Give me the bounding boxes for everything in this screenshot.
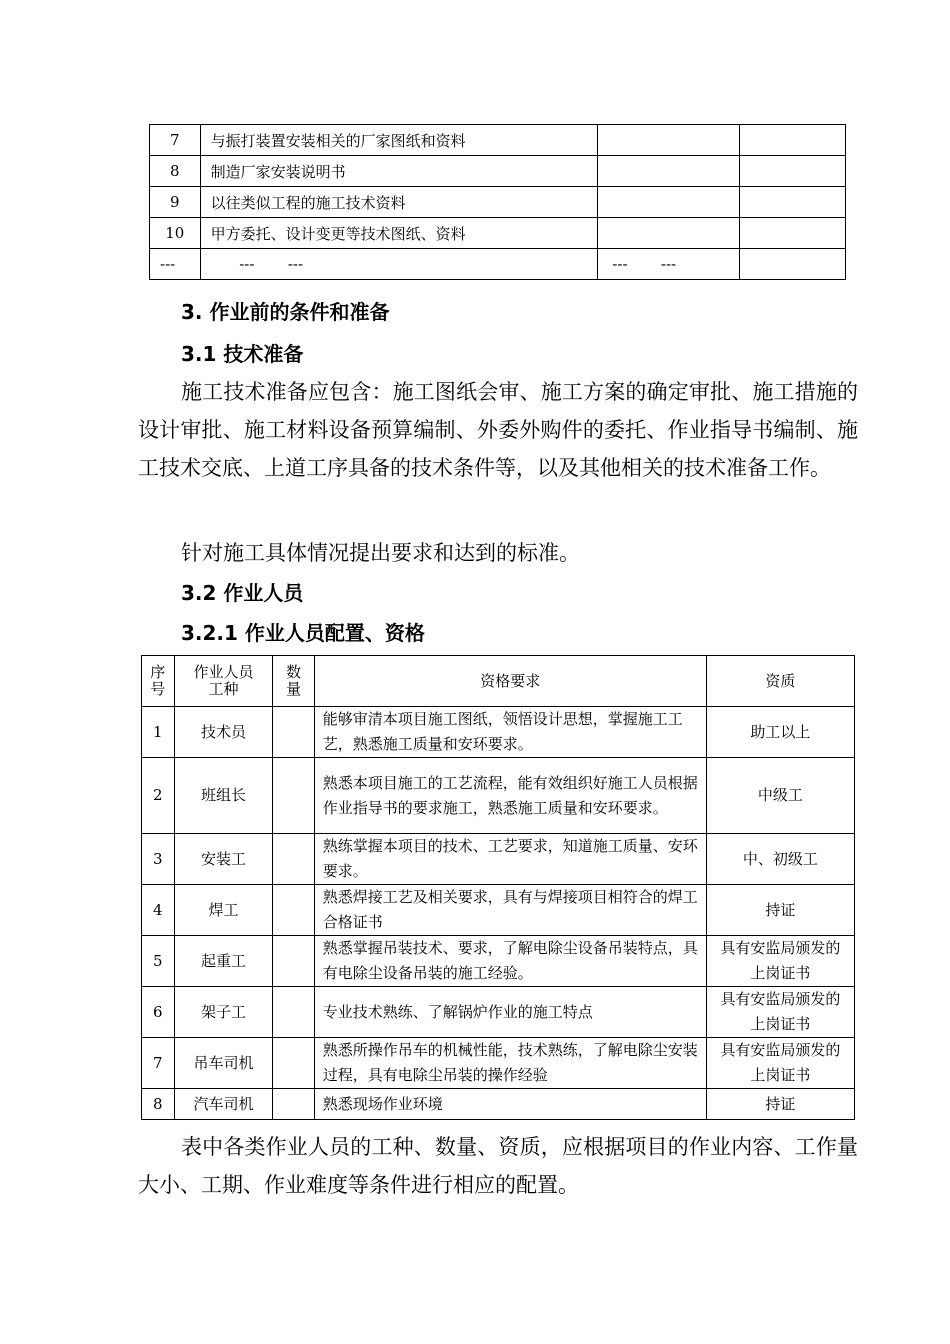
table-row xyxy=(150,156,846,187)
header-cell xyxy=(273,656,314,707)
table-row xyxy=(142,1089,855,1120)
paragraph: 针对施工具体情况提出要求和达到的标准。 xyxy=(181,541,580,565)
table-row xyxy=(150,249,846,280)
qualification-requirement: 熟悉本项目施工的工艺流程，能有效组织好施工人员根据作业指导书的要求施工，熟悉施工质量和安环要求。 xyxy=(314,758,706,834)
certification-text: 具有安监局颁发的上岗证书 xyxy=(720,939,841,982)
row-number: 1 xyxy=(142,707,175,758)
section-heading: 3. 作业前的条件和准备 xyxy=(181,300,390,324)
certification xyxy=(706,987,854,1038)
certification: 助工以上 xyxy=(706,707,854,758)
qualification-requirement: 能够审清本项目施工图纸，领悟设计思想，掌握施工工艺，熟悉施工质量和安环要求。 xyxy=(314,707,706,758)
header-cell xyxy=(174,656,273,707)
row-number: 9 xyxy=(150,187,201,218)
table-cell xyxy=(598,218,740,249)
row-number: 7 xyxy=(142,1038,175,1089)
certification-text: 具有安监局颁发的上岗证书 xyxy=(720,1041,841,1084)
qualification-requirement: 熟练掌握本项目的技术、工艺要求，知道施工质量、安环要求。 xyxy=(314,834,706,885)
row-number: 3 xyxy=(142,834,175,885)
worker-qty xyxy=(273,1089,314,1120)
document-name: 以往类似工程的施工技术资料 xyxy=(200,187,597,218)
worker-qty xyxy=(273,885,314,936)
qualification-requirement: 熟悉掌握吊装技术、要求，了解电除尘设备吊装特点，具有电除尘设备吊装的施工经验。 xyxy=(314,936,706,987)
table-cell xyxy=(740,125,846,156)
table-row xyxy=(150,218,846,249)
paragraph: 表中各类作业人员的工种、数量、资质，应根据项目的作业内容、工作量大小、工期、作业难度等条件进行相应的配置。 xyxy=(138,1135,858,1197)
table-row xyxy=(142,834,855,885)
worker-qty xyxy=(273,1038,314,1089)
worker-type: 技术员 xyxy=(174,707,273,758)
table-cell xyxy=(598,125,740,156)
table-row xyxy=(142,758,855,834)
subsection-heading: 3.2.1 作业人员配置、资格 xyxy=(181,621,425,645)
worker-type: 安装工 xyxy=(174,834,273,885)
table-row xyxy=(142,885,855,936)
worker-type: 起重工 xyxy=(174,936,273,987)
reference-documents-table xyxy=(149,124,846,280)
worker-type: 汽车司机 xyxy=(174,1089,273,1120)
table-cell: --- --- xyxy=(598,249,740,280)
worker-type: 班组长 xyxy=(174,758,273,834)
row-number: 8 xyxy=(142,1089,175,1120)
header-qty: 数量 xyxy=(286,663,302,698)
table-row xyxy=(142,1038,855,1089)
header-no: 序号 xyxy=(150,663,166,698)
worker-qty xyxy=(273,758,314,834)
qualification-requirement: 专业技术熟练、了解锅炉作业的施工特点 xyxy=(314,987,706,1038)
table-cell xyxy=(740,156,846,187)
row-number: 2 xyxy=(142,758,175,834)
table-header-row xyxy=(142,656,855,707)
worker-type: 吊车司机 xyxy=(174,1038,273,1089)
qualification-requirement: 熟悉现场作业环境 xyxy=(314,1089,706,1120)
certification-text: 具有安监局颁发的上岗证书 xyxy=(720,990,841,1033)
certification xyxy=(706,1038,854,1089)
row-number: 5 xyxy=(142,936,175,987)
row-number: 7 xyxy=(150,125,201,156)
table-cell xyxy=(598,187,740,218)
table-row xyxy=(142,987,855,1038)
certification xyxy=(706,936,854,987)
table-cell xyxy=(740,187,846,218)
worker-type: 架子工 xyxy=(174,987,273,1038)
table-cell xyxy=(740,218,846,249)
table-row xyxy=(142,707,855,758)
worker-qty xyxy=(273,936,314,987)
qualification-requirement: 熟悉焊接工艺及相关要求，具有与焊接项目相符合的焊工合格证书 xyxy=(314,885,706,936)
certification: 中级工 xyxy=(706,758,854,834)
certification: 中、初级工 xyxy=(706,834,854,885)
worker-qty xyxy=(273,987,314,1038)
paragraph: 施工技术准备应包含：施工图纸会审、施工方案的确定审批、施工措施的设计审批、施工材料设备预算编制、外委外购件的委托、作业指导书编制、施工技术交底、上道工序具备的技术条件等，以及其他相关的技术准备工作。 xyxy=(138,380,858,480)
document-name: 制造厂家安装说明书 xyxy=(200,156,597,187)
table-row xyxy=(142,936,855,987)
header-type: 作业人员工种 xyxy=(193,663,254,698)
worker-qty xyxy=(273,707,314,758)
personnel-table xyxy=(141,655,855,1120)
row-number: 8 xyxy=(150,156,201,187)
certification: 持证 xyxy=(706,885,854,936)
table-row xyxy=(150,187,846,218)
table-cell xyxy=(740,249,846,280)
document-name: 与振打装置安装相关的厂家图纸和资料 xyxy=(200,125,597,156)
subsection-heading: 3.1 技术准备 xyxy=(181,342,304,366)
header-cell xyxy=(142,656,175,707)
document-name: 甲方委托、设计变更等技术图纸、资料 xyxy=(200,218,597,249)
table-cell xyxy=(598,156,740,187)
worker-type: 焊工 xyxy=(174,885,273,936)
subsection-heading: 3.2 作业人员 xyxy=(181,581,304,605)
header-qual: 资质 xyxy=(706,656,854,707)
row-number: 4 xyxy=(142,885,175,936)
table-row xyxy=(150,125,846,156)
header-req: 资格要求 xyxy=(314,656,706,707)
row-number: 10 xyxy=(150,218,201,249)
certification: 持证 xyxy=(706,1089,854,1120)
row-number: --- xyxy=(150,249,201,280)
qualification-requirement: 熟悉所操作吊车的机械性能，技术熟练，了解电除尘安装过程，具有电除尘吊装的操作经验 xyxy=(314,1038,706,1089)
document-name: --- --- xyxy=(200,249,597,280)
row-number: 6 xyxy=(142,987,175,1038)
worker-qty xyxy=(273,834,314,885)
